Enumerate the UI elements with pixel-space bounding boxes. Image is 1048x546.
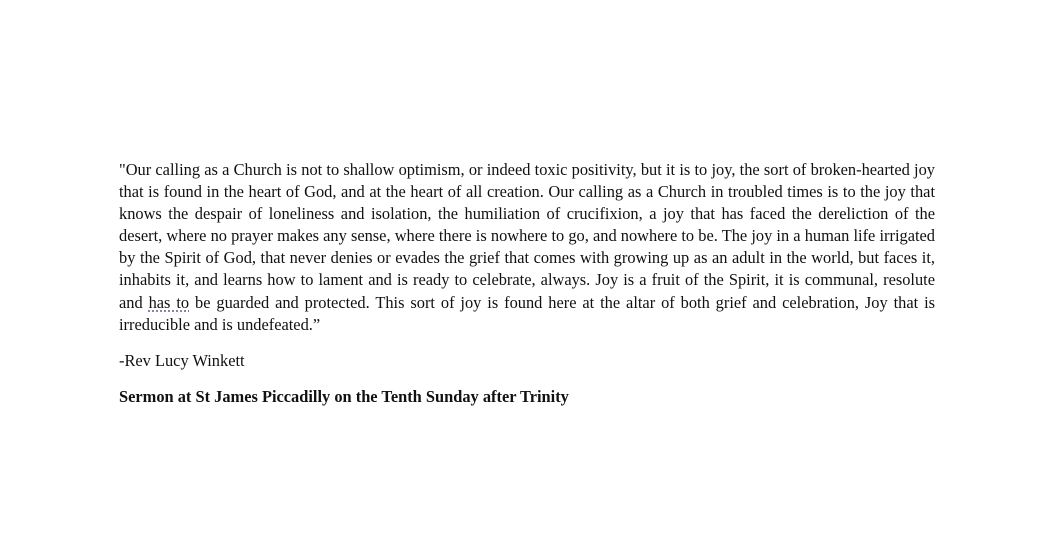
sermon-source[interactable]: Sermon at St James Piccadilly on the Tenth Sunday after Trinity: [119, 386, 569, 406]
grammar-flagged-phrase[interactable]: has to: [148, 292, 190, 312]
quote-text-end: be guarded and protected. This sort of joy is found here at the altar of both grief and celebration, Joy that is irreducible and is undefeated.”: [119, 292, 935, 334]
quote-text-start: "Our calling as a Church is not to shallow optimism, or indeed toxic positivity, but it is to joy, the sort of broken-hearted joy that is found in the heart of God, and at the heart of all creation. Our calling as a Church in troubled times is to the joy that knows the despair of loneliness and isolation, the humiliation of crucifixion, a joy that has faced the dereliction of the desert, where no prayer makes any sense, where there is nowhere to go, and nowhere to be. The joy in a human life irrigated by the Spirit of God, that never denies or evades the grief that comes with growing up as an adult in the world, but faces it, inhabits it, and learns how to lament and is ready to celebrate, always. Joy is a fruit of the Spirit, it is communal, resolute and: [119, 160, 935, 312]
quote-paragraph[interactable]: [119, 159, 935, 336]
document-page: [119, 159, 935, 408]
quote-attribution[interactable]: -Rev Lucy Winkett: [119, 350, 245, 370]
